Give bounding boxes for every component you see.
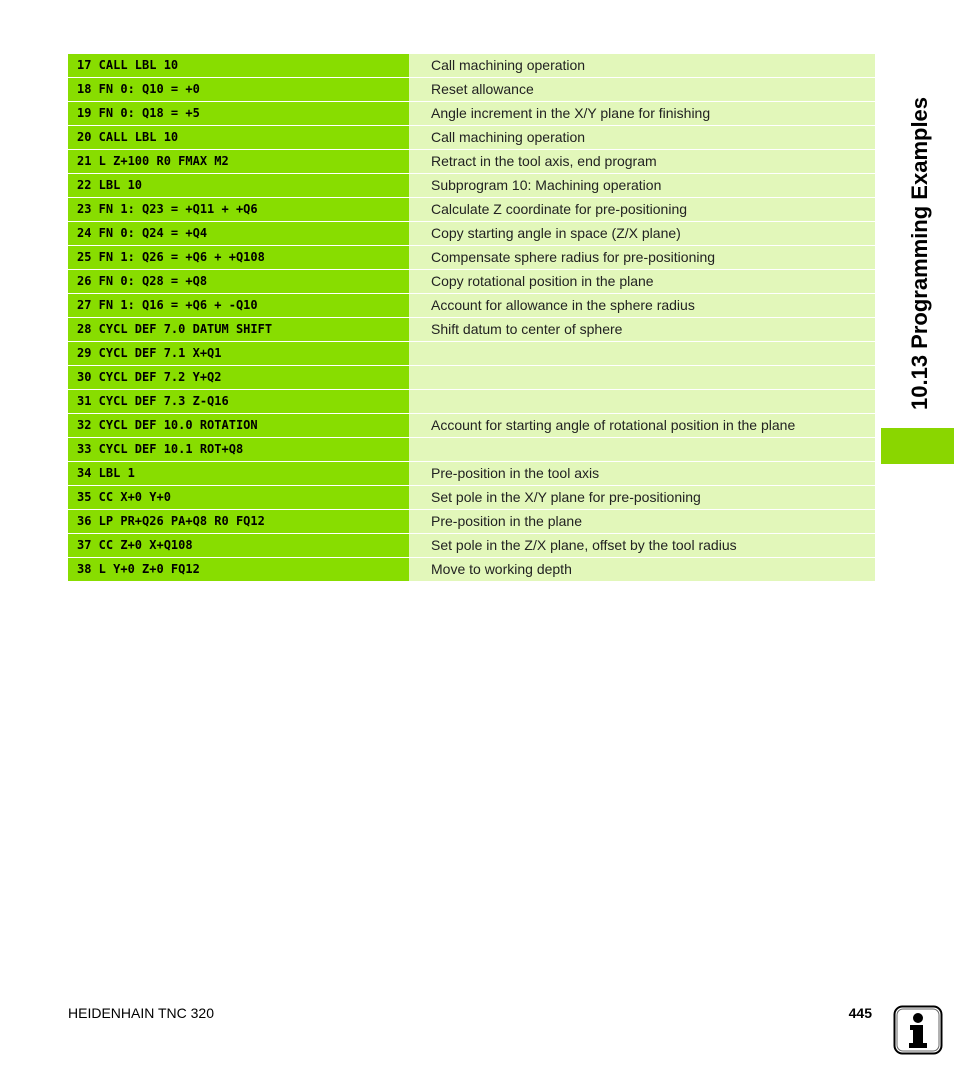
nc-code: 35 CC X+0 Y+0 [68, 486, 409, 509]
nc-description: Set pole in the X/Y plane for pre-positioning [409, 486, 875, 509]
nc-code: 30 CYCL DEF 7.2 Y+Q2 [68, 366, 409, 389]
nc-description: Set pole in the Z/X plane, offset by the tool radius [409, 534, 875, 557]
nc-description: Retract in the tool axis, end program [409, 150, 875, 173]
nc-description: Pre-position in the plane [409, 510, 875, 533]
program-row [68, 534, 875, 557]
program-row [68, 270, 875, 293]
nc-description: Subprogram 10: Machining operation [409, 174, 875, 197]
program-row [68, 246, 875, 269]
program-row [68, 174, 875, 197]
nc-code: 33 CYCL DEF 10.1 ROT+Q8 [68, 438, 409, 461]
program-row [68, 390, 875, 413]
program-row [68, 318, 875, 341]
nc-code: 32 CYCL DEF 10.0 ROTATION [68, 414, 409, 437]
program-row [68, 78, 875, 101]
nc-code: 23 FN 1: Q23 = +Q11 + +Q6 [68, 198, 409, 221]
nc-description: Calculate Z coordinate for pre-positioning [409, 198, 875, 221]
nc-description: Call machining operation [409, 126, 875, 149]
nc-description [409, 390, 875, 413]
nc-code: 26 FN 0: Q28 = +Q8 [68, 270, 409, 293]
nc-description: Call machining operation [409, 54, 875, 77]
program-row [68, 366, 875, 389]
nc-description: Pre-position in the tool axis [409, 462, 875, 485]
page-number: 445 [848, 1005, 872, 1021]
program-row [68, 126, 875, 149]
program-row [68, 438, 875, 461]
nc-code: 20 CALL LBL 10 [68, 126, 409, 149]
program-table [68, 54, 875, 582]
nc-description: Copy rotational position in the plane [409, 270, 875, 293]
nc-description: Copy starting angle in space (Z/X plane) [409, 222, 875, 245]
info-icon [893, 1005, 943, 1055]
nc-code: 21 L Z+100 R0 FMAX M2 [68, 150, 409, 173]
nc-description: Account for allowance in the sphere radius [409, 294, 875, 317]
chapter-tab [881, 428, 954, 464]
program-row [68, 150, 875, 173]
nc-description: Compensate sphere radius for pre-positioning [409, 246, 875, 269]
nc-description: Reset allowance [409, 78, 875, 101]
nc-code: 37 CC Z+0 X+Q108 [68, 534, 409, 557]
footer-product: HEIDENHAIN TNC 320 [68, 1005, 215, 1021]
nc-description: Move to working depth [409, 558, 875, 581]
nc-code: 19 FN 0: Q18 = +5 [68, 102, 409, 125]
nc-code: 22 LBL 10 [68, 174, 409, 197]
program-row [68, 198, 875, 221]
chapter-title-text: 10.13 Programming Examples [907, 96, 932, 410]
program-row [68, 54, 875, 77]
program-row [68, 486, 875, 509]
nc-code: 25 FN 1: Q26 = +Q6 + +Q108 [68, 246, 409, 269]
program-row [68, 222, 875, 245]
nc-code: 28 CYCL DEF 7.0 DATUM SHIFT [68, 318, 409, 341]
nc-description [409, 342, 875, 365]
nc-description [409, 366, 875, 389]
nc-description: Shift datum to center of sphere [409, 318, 875, 341]
program-row [68, 342, 875, 365]
nc-code: 38 L Y+0 Z+0 FQ12 [68, 558, 409, 581]
program-row [68, 102, 875, 125]
nc-code: 31 CYCL DEF 7.3 Z-Q16 [68, 390, 409, 413]
program-row [68, 558, 875, 581]
nc-code: 24 FN 0: Q24 = +Q4 [68, 222, 409, 245]
program-row [68, 294, 875, 317]
program-row [68, 510, 875, 533]
nc-code: 17 CALL LBL 10 [68, 54, 409, 77]
nc-code: 27 FN 1: Q16 = +Q6 + -Q10 [68, 294, 409, 317]
nc-description [409, 438, 875, 461]
program-row [68, 414, 875, 437]
program-row [68, 462, 875, 485]
nc-code: 34 LBL 1 [68, 462, 409, 485]
nc-code: 29 CYCL DEF 7.1 X+Q1 [68, 342, 409, 365]
nc-code: 18 FN 0: Q10 = +0 [68, 78, 409, 101]
nc-code: 36 LP PR+Q26 PA+Q8 R0 FQ12 [68, 510, 409, 533]
nc-description: Account for starting angle of rotational position in the plane [409, 414, 875, 437]
nc-description: Angle increment in the X/Y plane for finishing [409, 102, 875, 125]
